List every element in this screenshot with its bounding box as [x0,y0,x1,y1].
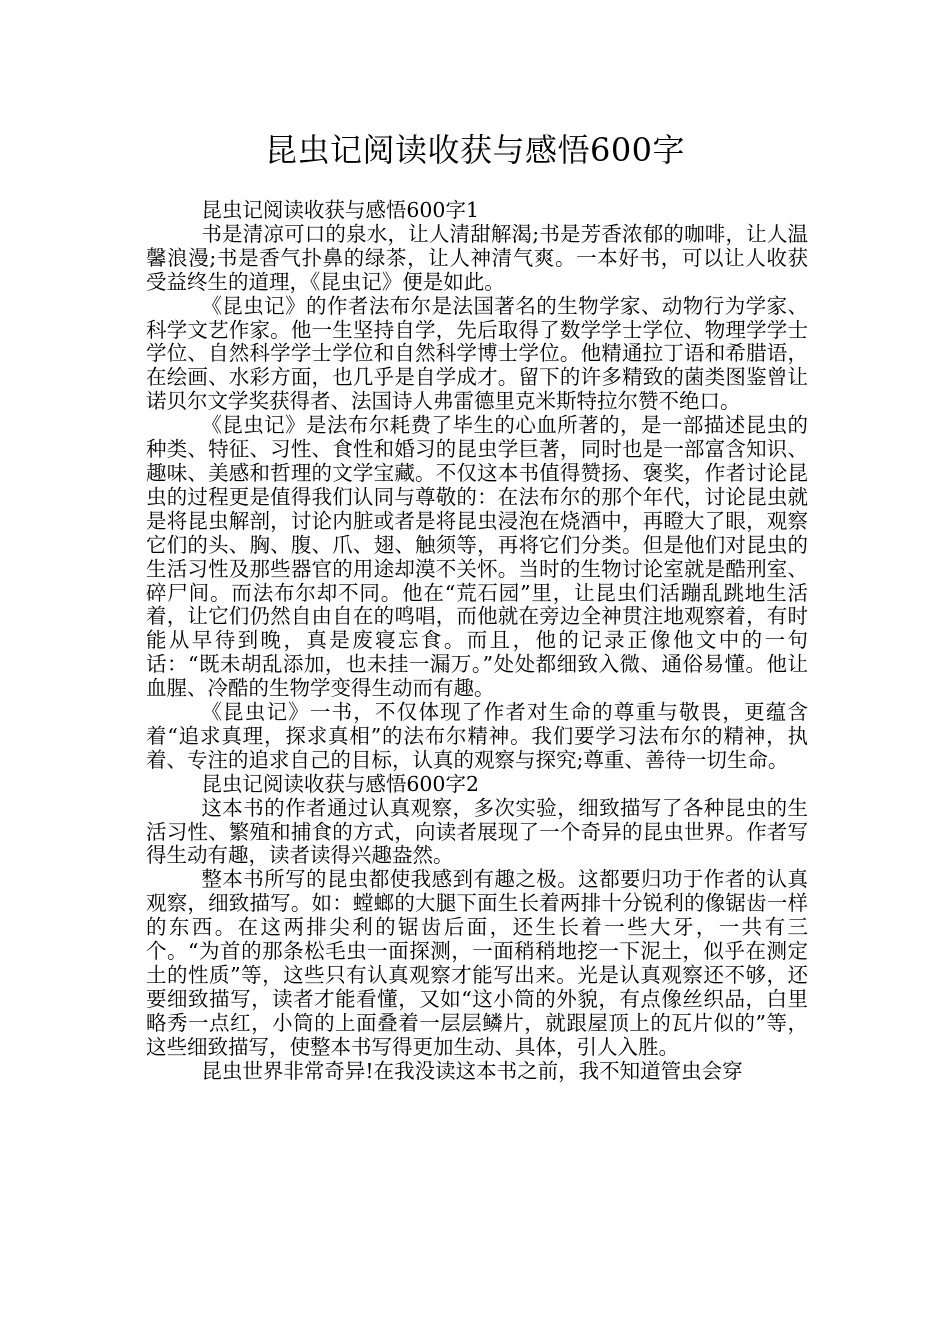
document-title: 昆虫记阅读收获与感悟600字 [264,131,686,169]
paragraph-1: 书是清凉可口的泉水，让人清甜解渴;书是芳香浓郁的咖啡，让人温馨浪漫;书是香气扑鼻的绿茶，让人神清气爽。一本好书，可以让人收获受益终生的道理，《昆虫记》便是如此。 [146,221,808,294]
paragraph-5: 这本书的作者通过认真观察，多次实验，细致描写了各种昆虫的生活习性、繁殖和捕食的方式，向读者展现了一个奇异的昆虫世界。作者写得生动有趣，读者读得兴趣盎然。 [146,795,808,868]
section-heading-2: 昆虫记阅读收获与感悟600字2 [201,771,480,796]
paragraph-7: 昆虫世界非常奇异!在我没读这本书之前，我不知道管虫会穿 [201,1058,743,1083]
paragraph-3: 《昆虫记》是法布尔耗费了毕生的心血所著的，是一部描述昆虫的种类、特征、习性、食性和婚习的昆虫学巨著，同时也是一部富含知识、趣味、美感和哲理的文学宝藏。不仅这本书值得赞扬、褒奖，作者讨论昆虫的过程更是值得我们认同与尊敬的：在法布尔的那个年代，讨论昆虫就是将昆虫解剖，讨论内脏或者是将昆虫浸泡在烧酒中，再瞪大了眼，观察它们的头、胸、腹、爪、翅、触须等，再将它们分类。但是他们对昆虫的生活习性及那些器官的用途却漠不关怀。当时的生物讨论室就是酷刑室、碎尸间。而法布尔却不同。他在“荒石园”里，让昆虫们活蹦乱跳地生活着，让它们仍然自由自在的鸣唱，而他就在旁边全神贯注地观察着，有时能从早待到晚，真是废寝忘食。而且，他的记录正像他文中的一句话：“既未胡乱添加，也未挂一漏万。”处处都细致入微、通俗易懂。他让血腥、冷酷的生物学变得生动而有趣。 [146,413,808,701]
paragraph-4: 《昆虫记》一书，不仅体现了作者对生命的尊重与敬畏，更蕴含着“追求真理，探求真相”的法布尔精神。我们要学习法布尔的精神，执着、专注的追求自己的目标，认真的观察与探究;尊重、善待一切生命。 [146,700,808,772]
paragraph-6: 整本书所写的昆虫都使我感到有趣之极。这都要归功于作者的认真观察，细致描写。如：螳螂的大腿下面生长着两排十分锐利的像锯齿一样的东西。在这两排尖利的锯齿后面，还生长着一些大牙，一共有三个。“为首的那条松毛虫一面探测，一面稍稍地挖一下泥土，似乎在测定土的性质”等，这些只有认真观察才能写出来。光是认真观察还不够，还要细致描写，读者才能看懂，又如“这小筒的外貌，有点像丝织品，白里略秀一点红，小筒的上面叠着一层层鳞片，就跟屋顶上的瓦片似的”等，这些细致描写，使整本书写得更加生动、具体，引人入胜。 [146,867,808,1059]
paragraph-2: 《昆虫记》的作者法布尔是法国著名的生物学家、动物行为学家、科学文艺作家。他一生坚持自学，先后取得了数学学士学位、物理学学士学位、自然科学学士学位和自然科学博士学位。他精通拉丁语和希腊语，在绘画、水彩方面，也几乎是自学成才。留下的许多精致的菌类图鉴曾让诺贝尔文学奖获得者、法国诗人弗雷德里克米斯特拉尔赞不绝口。 [146,293,808,414]
section-heading-1: 昆虫记阅读收获与感悟600字1 [201,198,480,222]
document-body [146,199,808,1084]
